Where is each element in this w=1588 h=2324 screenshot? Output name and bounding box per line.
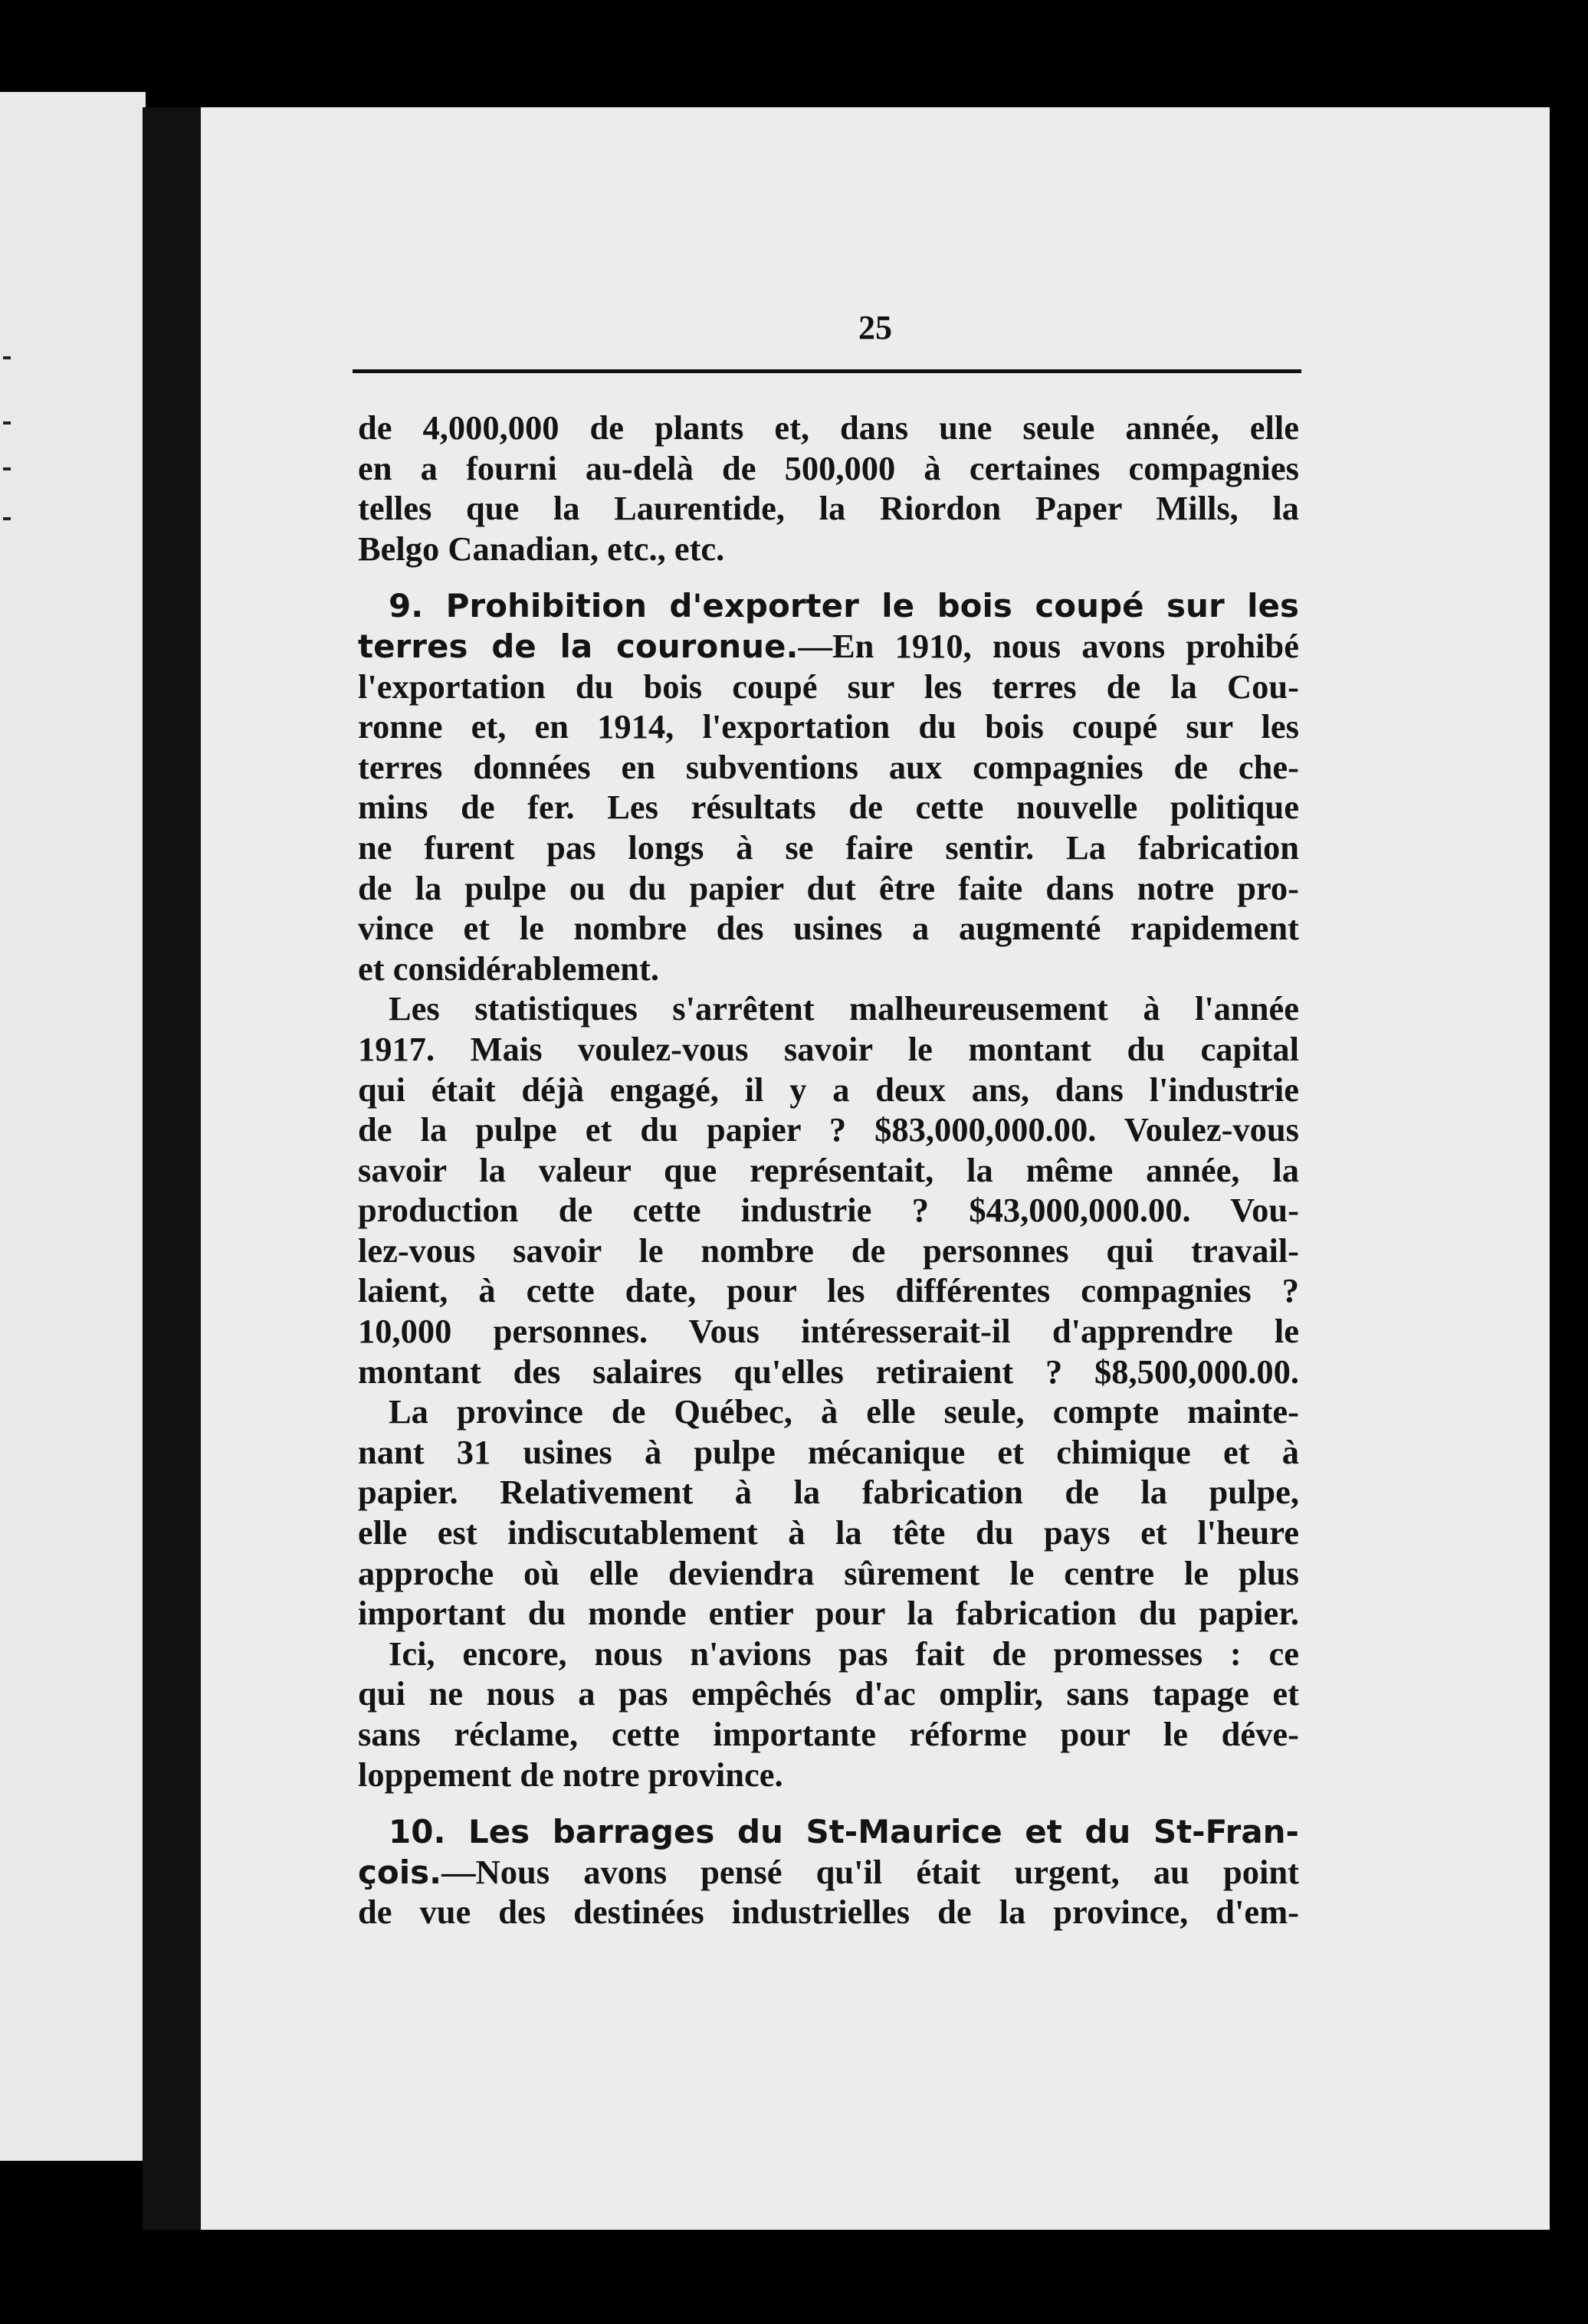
text-line [358,529,1299,569]
section-heading: Prohibition d'exporter le bois coupé sur les [445,587,1299,625]
header-rule [353,369,1301,373]
text-line [358,1070,1299,1110]
line-text: Belgo Canadian, etc., etc. [358,529,725,568]
line-text: approche où elle deviendra sûrement le centre le plus [358,1553,1299,1592]
text-line [358,448,1299,489]
line-text: telles que la Laurentide, la Riordon Paper Mills, la [358,489,1299,528]
section-heading: çois. [358,1853,442,1891]
text-line [358,1150,1299,1191]
text-line [358,1110,1299,1150]
text-line [358,1593,1299,1634]
text-line [358,1432,1299,1473]
text-line [358,908,1299,949]
text-line [358,1391,1299,1432]
line-text: 1917. Mais voulez-vous savoir le montant du capital [358,1029,1299,1068]
text-line [358,1892,1299,1932]
line-text: qui ne nous a pas empêchés d'ac omplir, sans tapage et [358,1674,1299,1713]
text-line [358,1852,1299,1893]
text-line [358,1029,1299,1070]
text-line [358,1352,1299,1392]
text-line [358,488,1299,529]
line-text: loppement de notre province. [358,1755,783,1794]
adjacent-page-edge [0,92,146,2161]
text-line [358,1513,1299,1553]
line-text: —Nous avons pensé qu'il était urgent, au point [441,1852,1299,1891]
line-text: terres données en subventions aux compagnies de che- [358,747,1299,786]
text-line [358,787,1299,828]
line-text: de vue des destinées industrielles de la province, d'em- [358,1893,1299,1932]
page-number: 25 [858,309,892,346]
section-heading: terres de la couronue. [358,627,799,665]
line-text: —En 1910, nous avons prohibé [798,626,1299,665]
line-text: production de cette industrie ? $43,000,000.00. Vou- [358,1191,1299,1230]
book-page [201,107,1550,2230]
line-text: en a fourni au-delà de 500,000 à certaines compagnies [358,448,1299,487]
line-text: l'exportation du bois coupé sur les terres de la Cou- [358,667,1299,706]
line-text: de la pulpe ou du papier dut être faite dans notre pro- [358,868,1299,907]
line-text: lez-vous savoir le nombre de personnes qui travail- [358,1231,1299,1270]
text-line [358,1755,1299,1795]
text-line [358,1553,1299,1594]
text-line [358,1311,1299,1352]
text-line [358,1811,1299,1852]
line-text: de 4,000,000 de plants et, dans une seule année, elle [358,408,1299,447]
line-text: important du monde entier pour la fabrication du papier. [358,1594,1299,1633]
line-text: de la pulpe et du papier ? $83,000,000.00. Voulez-vous [358,1110,1299,1149]
section-heading: Les barrages du St-Maurice et du St-Fran- [468,1813,1299,1851]
paragraph-gap [358,1795,1299,1811]
text-line [358,667,1299,707]
text-line [358,626,1299,667]
line-text: ne furent pas longs à se faire sentir. La fabrication [358,828,1299,867]
text-line [358,1270,1299,1311]
text-line [358,408,1299,448]
line-text: Ici, encore, nous n'avions pas fait de promesses : ce [389,1634,1299,1673]
text-line [358,949,1299,989]
text-line [358,747,1299,788]
text-line [358,1714,1299,1755]
line-text: 10,000 personnes. Vous intéresserait-il d'apprendre le [358,1312,1299,1351]
section-number: 10. [389,1813,468,1851]
line-text: savoir la valeur que représentait, la même année, la [358,1150,1299,1189]
line-text: papier. Relativement à la fabrication de la pulpe, [358,1473,1299,1512]
text-line [358,1190,1299,1231]
section-number: 9. [389,587,446,625]
line-text: qui était déjà engagé, il y a deux ans, dans l'industrie [358,1070,1299,1109]
line-text: sans réclame, cette importante réforme pour le déve- [358,1715,1299,1753]
line-text: La province de Québec, à elle seule, compte mainte- [389,1392,1299,1431]
text-line [358,1472,1299,1513]
line-text: mins de fer. Les résultats de cette nouvelle politique [358,788,1299,827]
text-line [358,706,1299,747]
text-line [358,1634,1299,1674]
line-text: nant 31 usines à pulpe mécanique et chimique et à [358,1432,1299,1471]
text-line [358,585,1299,626]
book-binding [143,107,204,2230]
line-text: ronne et, en 1914, l'exportation du bois coupé sur les [358,707,1299,746]
text-line [358,1231,1299,1271]
line-text: laient, à cette date, pour les différentes compagnies ? [358,1271,1299,1310]
line-text: Les statistiques s'arrêtent malheureusement à l'année [389,989,1299,1028]
text-line [358,868,1299,909]
text-line [358,828,1299,868]
body-text [358,408,1299,1932]
text-line [358,1673,1299,1714]
text-line [358,988,1299,1029]
line-text: vince et le nombre des usines a augmenté rapidement [358,909,1299,948]
line-text: elle est indiscutablement à la tête du pays et l'heure [358,1513,1299,1552]
line-text: et considérablement. [358,949,660,988]
line-text: montant des salaires qu'elles retiraient ? $8,500,000.00. [358,1352,1299,1391]
paragraph-gap [358,569,1299,585]
